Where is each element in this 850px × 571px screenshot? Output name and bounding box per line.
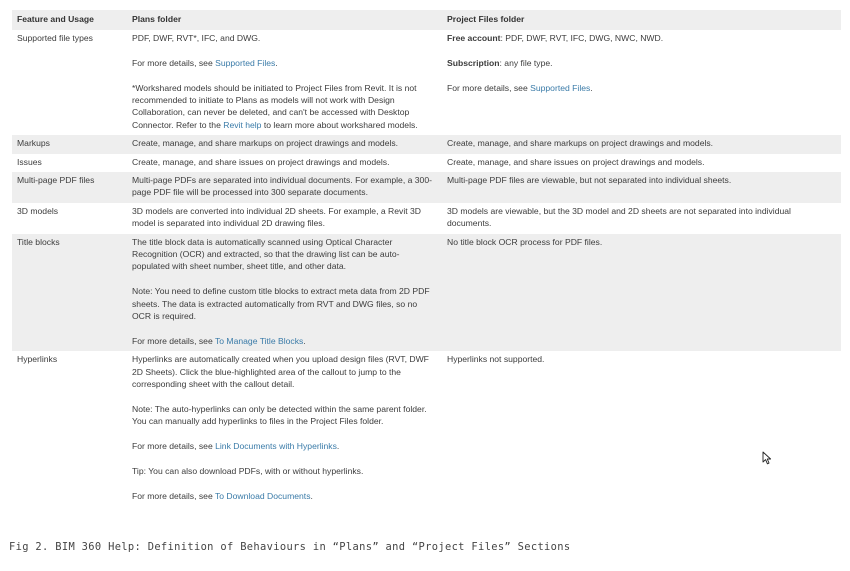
table-row-3d-models — [12, 203, 841, 234]
table-row-issues — [12, 154, 841, 172]
plans-supported-details: For more details, see Supported Files. — [132, 57, 278, 68]
feature-cell: Supported file types — [17, 33, 93, 43]
table-row-hyperlinks — [12, 351, 841, 506]
free-account-types: Free account: PDF, DWF, RVT, IFC, DWG, NWC, NWD. — [447, 33, 664, 43]
title-block-details: For more details, see To Manage Title Blocks. — [132, 335, 306, 346]
plans-cell: Create, manage, and share issues on project drawings and models. — [132, 156, 390, 167]
figure-caption: Fig 2. BIM 360 Help: Definition of Behaviours in “Plans” and “Project Files” Sections — [9, 541, 571, 553]
table-row-multi-page-pdf — [12, 172, 841, 203]
project-files-cell: Multi-page PDF files are viewable, but not separated into individual sheets. — [442, 172, 841, 203]
table-row-title-blocks — [12, 234, 841, 352]
title-block-note: Note: You need to define custom title blocks to extract meta data from 2D PDF sheets. The data is extracted automatically from RVT and DWG files, so no OCR is required. — [132, 286, 430, 322]
comparison-table-wrapper — [12, 10, 841, 506]
hyperlinks-tip: Tip: You can also download PDFs, with or without hyperlinks. — [132, 465, 364, 476]
feature-cell: Multi-page PDF files — [12, 172, 127, 203]
project-files-cell: No title block OCR process for PDF files. — [442, 234, 841, 352]
column-header-project-files: Project Files folder — [442, 10, 841, 30]
download-documents-link[interactable]: To Download Documents — [214, 490, 311, 501]
column-header-feature: Feature and Usage — [12, 10, 127, 30]
feature-cell: 3D models — [17, 205, 59, 216]
plans-cell: Multi-page PDFs are separated into individual documents. For example, a 300-page PDF file will be processed into 300 separate documents. — [127, 172, 442, 203]
plans-cell — [127, 30, 442, 135]
link-documents-link[interactable]: Link Documents with Hyperlinks — [215, 441, 337, 452]
table-row-markups — [12, 135, 841, 153]
project-files-cell: 3D models are viewable, but the 3D model and 2D sheets are not separated into individual documents. — [447, 205, 791, 229]
table-row-supported-file-types — [12, 30, 841, 135]
feature-cell: Hyperlinks — [17, 354, 58, 365]
project-files-cell: Create, manage, and share issues on project drawings and models. — [447, 156, 705, 167]
files-supported-details: For more details, see Supported Files. — [447, 82, 593, 93]
feature-cell: Title blocks — [12, 234, 127, 352]
plans-supported-types: PDF, DWF, RVT*, IFC, and DWG. — [132, 33, 261, 43]
project-files-cell: Create, manage, and share markups on project drawings and models. — [442, 135, 841, 153]
column-header-plans: Plans folder — [127, 10, 442, 30]
download-details: For more details, see To Download Documents. — [132, 490, 313, 501]
workshared-note: *Workshared models should be initiated to Project Files from Revit. It is not recommended to initiate to Plans as models will not work with Design Collaboration, can never be deleted, and can't be accessed with Desktop Connector. Refer to the Revit help to learn more about workshared models. — [132, 82, 418, 130]
plans-cell: 3D models are converted into individual 2D sheets. For example, a Revit 3D model is separated into individual 2D drawing files. — [132, 205, 421, 229]
plans-cell: Create, manage, and share markups on project drawings and models. — [127, 135, 442, 153]
project-files-cell: Hyperlinks not supported. — [447, 354, 545, 365]
manage-title-blocks-link[interactable]: To Manage Title Blocks — [214, 335, 304, 346]
supported-files-link-2[interactable]: Supported Files — [530, 82, 591, 93]
hyperlinks-details: For more details, see Link Documents with Hyperlinks. — [132, 441, 340, 452]
hyperlinks-auto-text: Hyperlinks are automatically created when you upload design files (RVT, DWF 2D Sheets). Click the blue-highlighted area of the callout to jump to the corresponding sheet with the callout detail. — [132, 354, 429, 390]
plans-cell — [127, 234, 442, 352]
hyperlinks-note: Note: The auto-hyperlinks can only be detected within the same parent folder. You can manually add hyperlinks to files in the Project Files folder. — [132, 403, 427, 427]
supported-files-link[interactable]: Supported Files — [215, 57, 276, 68]
revit-help-link[interactable]: Revit help — [223, 119, 262, 130]
table-header-row — [12, 10, 841, 30]
subscription-types: Subscription: any file type. — [447, 57, 553, 68]
plans-cell — [127, 351, 442, 506]
project-files-cell — [442, 30, 841, 135]
feature-cell: Issues — [17, 156, 42, 167]
feature-cell: Markups — [12, 135, 127, 153]
comparison-table — [12, 10, 841, 506]
mouse-pointer-icon — [762, 451, 772, 465]
title-block-ocr-text: The title block data is automatically scanned using Optical Character Recognition (OCR) and extracted, so that the drawing list can be auto-populated with sheet number, sheet title, and other data. — [132, 236, 400, 272]
